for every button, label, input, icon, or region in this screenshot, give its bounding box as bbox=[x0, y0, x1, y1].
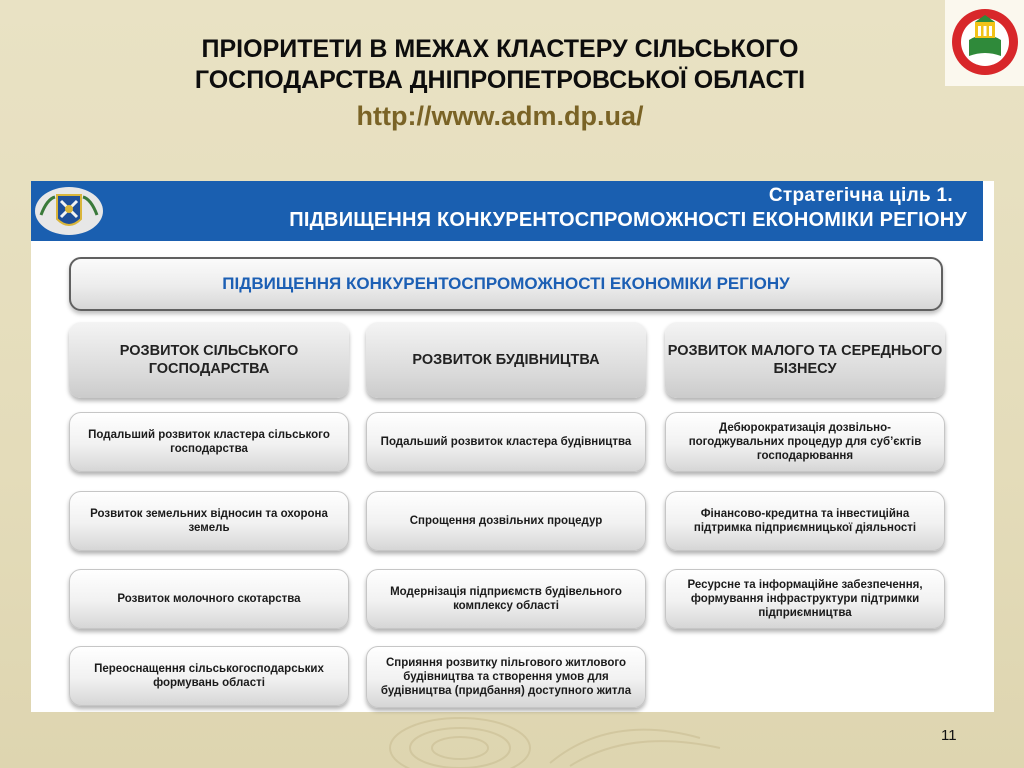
strategy-banner bbox=[31, 181, 983, 241]
list-item: Розвиток молочного скотарства bbox=[69, 569, 349, 629]
list-item: Модернізація підприємств будівельного комплексу області bbox=[366, 569, 646, 629]
banner-subtitle: Стратегічна ціль 1. bbox=[768, 185, 953, 206]
column-header-agriculture: РОЗВИТОК СІЛЬСЬКОГО ГОСПОДАРСТВА bbox=[69, 322, 349, 398]
list-item: Подальший розвиток кластера сільського господарства bbox=[69, 412, 349, 472]
list-item: Подальший розвиток кластера будівництва bbox=[366, 412, 646, 472]
decorative-swirl-icon bbox=[370, 708, 790, 768]
column-header-business: РОЗВИТОК МАЛОГО ТА СЕРЕДНЬОГО БІЗНЕСУ bbox=[665, 322, 945, 398]
university-emblem-icon bbox=[945, 0, 1024, 86]
list-item: Дебюрократизація дозвільно-погоджувальних процедур для суб’єктів господарювання bbox=[665, 412, 945, 472]
banner-edge bbox=[983, 181, 994, 241]
slide-title-line2: ГОСПОДАРСТВА ДНІПРОПЕТРОВСЬКОЇ ОБЛАСТІ bbox=[194, 66, 806, 94]
list-item: Ресурсне та інформаційне забезпечення, формування інфраструктури підтримки підприємництва bbox=[665, 569, 945, 629]
coat-of-arms-icon bbox=[33, 185, 105, 237]
page-number: 11 bbox=[941, 727, 957, 744]
goal-box: ПІДВИЩЕННЯ КОНКУРЕНТОСПРОМОЖНОСТІ ЕКОНОМІКИ РЕГІОНУ bbox=[69, 257, 943, 311]
strategy-diagram bbox=[31, 181, 994, 712]
list-item: Переоснащення сільськогосподарських формувань області bbox=[69, 646, 349, 706]
list-item: Сприяння розвитку пільгового житлового будівництва та створення умов для будівництва (придбання) доступного житла bbox=[366, 646, 646, 708]
column-header-construction: РОЗВИТОК БУДІВНИЦТВА bbox=[366, 322, 646, 398]
list-item: Спрощення дозвільних процедур bbox=[366, 491, 646, 551]
slide-title-line1: ПРІОРИТЕТИ В МЕЖАХ КЛАСТЕРУ СІЛЬСЬКОГО bbox=[201, 35, 799, 63]
university-logo bbox=[945, 0, 1024, 86]
list-item: Фінансово-кредитна та інвестиційна підтримка підприємницької діяльності bbox=[665, 491, 945, 551]
list-item: Розвиток земельних відносин та охорона земель bbox=[69, 491, 349, 551]
slide-title bbox=[60, 34, 940, 132]
banner-title: ПІДВИЩЕННЯ КОНКУРЕНТОСПРОМОЖНОСТІ ЕКОНОМІКИ РЕГІОНУ bbox=[289, 209, 967, 231]
source-url[interactable]: http://www.adm.dp.ua/ bbox=[356, 101, 644, 131]
